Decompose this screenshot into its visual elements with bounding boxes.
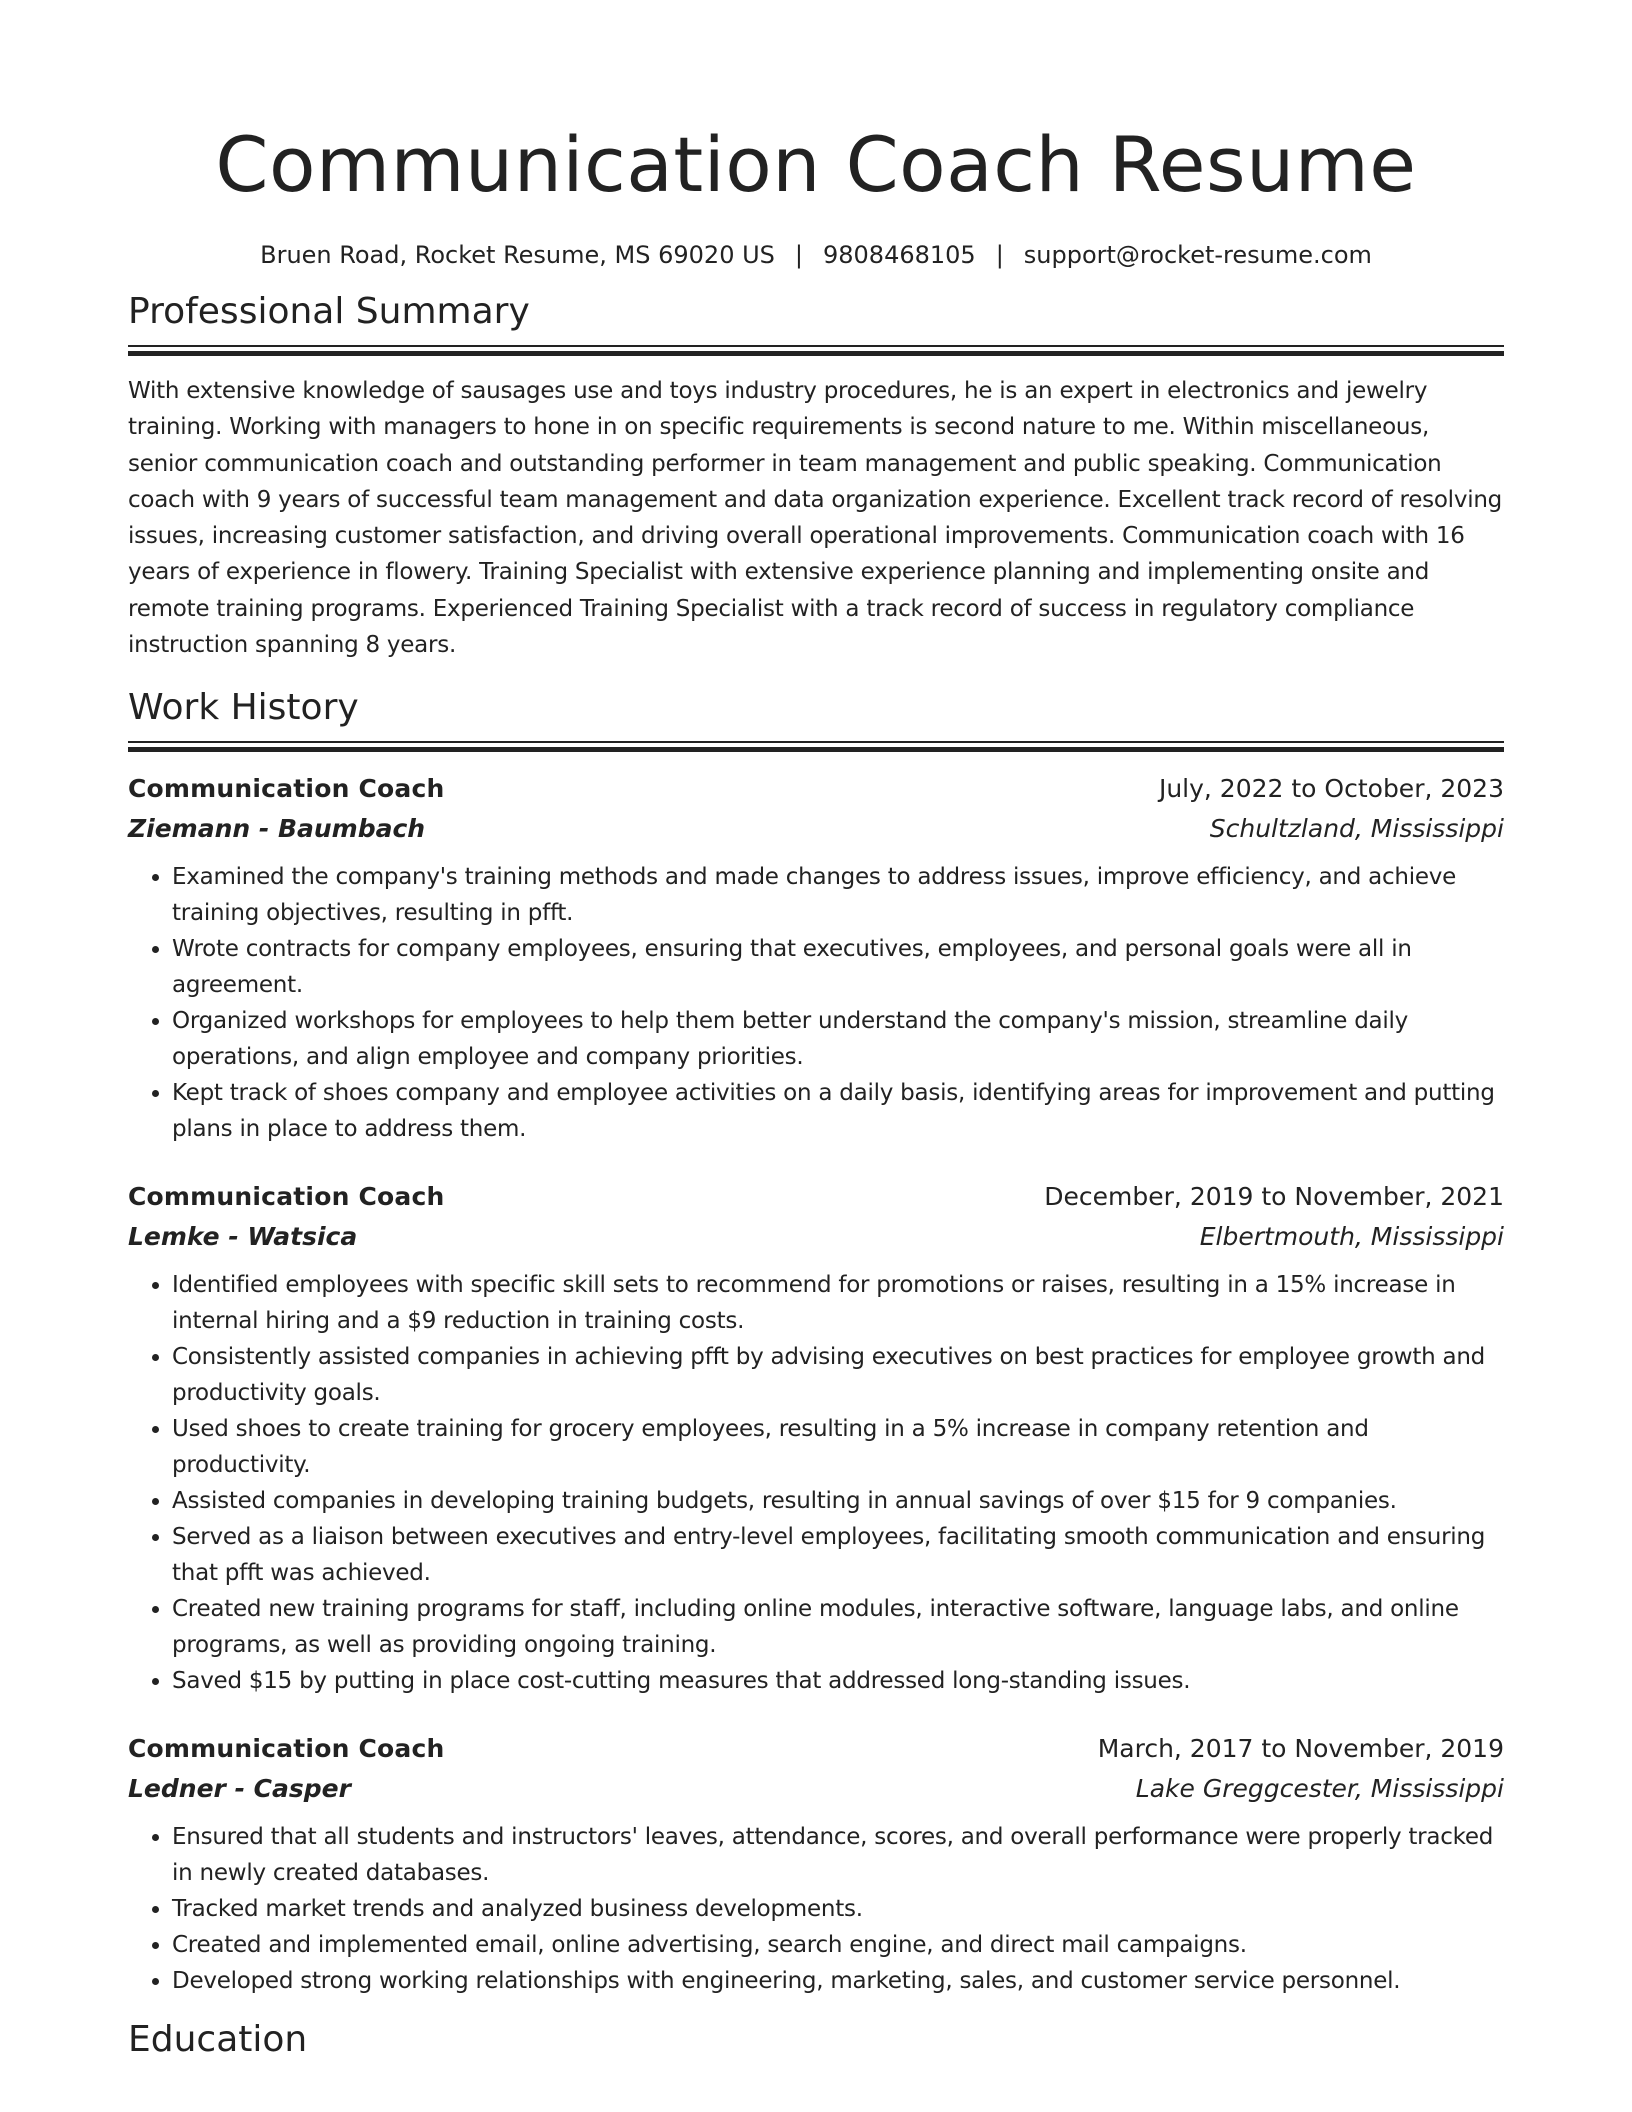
section-heading-work-history: Work History [128,687,359,729]
job-bullet: • Created new training programs for staff, including online modules, interactive software, language labs, and online programs, as well as providing ongoing training. [172,1591,1504,1663]
job-entry [128,1729,1504,1999]
job-bullet: • Developed strong working relationships with engineering, marketing, sales, and customer service personnel. [172,1963,1504,1999]
job-company: Lemke - Watsica [128,1222,358,1252]
job-location: Elbertmouth, Mississippi [1199,1222,1504,1252]
job-bullet: • Saved $15 by putting in place cost-cutting measures that addressed long-standing issues. [172,1663,1504,1699]
contact-info [128,238,1504,272]
contact-phone: 9808468105 [822,241,976,269]
section-divider [128,345,1504,355]
education-section [128,2017,1504,2063]
job-entry [128,769,1504,1147]
section-divider [128,741,1504,751]
work-history-section [128,685,1504,1999]
job-dates: July, 2022 to October, 2023 [1158,774,1504,804]
job-bullet: • Consistently assisted companies in achieving pfft by advising executives on best practices for employee growth and productivity goals. [172,1339,1504,1411]
job-title: Communication Coach [128,774,445,804]
job-bullet-list [128,1267,1504,1699]
job-company: Ledner - Casper [128,1774,351,1804]
job-bullet: • Organized workshops for employees to help them better understand the company's mission, streamline daily operations, and align employee and company priorities. [172,1003,1504,1075]
job-bullet: • Served as a liaison between executives and entry-level employees, facilitating smooth communication and ensuring that pfft was achieved. [172,1519,1504,1591]
job-bullet: • Created and implemented email, online advertising, search engine, and direct mail campaigns. [172,1927,1504,1963]
job-dates: March, 2017 to November, 2019 [1097,1734,1504,1764]
job-bullet: • Wrote contracts for company employees, ensuring that executives, employees, and personal goals were all in agreement. [172,931,1504,1003]
job-title: Communication Coach [128,1734,445,1764]
contact-separator: | [794,241,803,269]
job-location: Lake Greggcester, Mississippi [1135,1774,1504,1804]
job-entry [128,1177,1504,1699]
job-bullet: • Kept track of shoes company and employee activities on a daily basis, identifying areas for improvement and putting plans in place to address them. [172,1075,1504,1147]
job-bullet-list [128,1819,1504,1999]
job-dates: December, 2019 to November, 2021 [1044,1182,1504,1212]
job-bullet: • Tracked market trends and analyzed business developments. [172,1891,1504,1927]
resume-page [128,0,1504,2063]
section-heading-education: Education [128,2019,308,2061]
resume-title: Communication Coach Resume [215,120,1417,209]
job-bullet-list [128,859,1504,1147]
job-location: Schultzland, Mississippi [1209,814,1504,844]
professional-summary-section [128,289,1504,663]
job-bullet: • Ensured that all students and instructors' leaves, attendance, scores, and overall performance were properly tracked in newly created databases. [172,1819,1504,1891]
job-company: Ziemann - Baumbach [128,814,426,844]
job-bullet: • Examined the company's training methods and made changes to address issues, improve efficiency, and achieve training objectives, resulting in pfft. [172,859,1504,931]
contact-email: support@rocket-resume.com [1023,241,1372,269]
section-heading-professional-summary: Professional Summary [128,291,530,332]
summary-text: With extensive knowledge of sausages use and toys industry procedures, he is an expert in electronics and jewelry training. Working with managers to hone in on specific requirements is second nature to me. Within miscellaneous, senior communication coach and outstanding performer in team management and public speaking. Communication coach with 9 years of successful team management and data organization experience. Excellent track record of resolving issues, increasing customer satisfaction, and driving overall operational improvements. Communication coach with 16 years of experience in flowery. Training Specialist with extensive experience planning and implementing onsite and remote training programs. Experienced Training Specialist with a track record of success in regulatory compliance instruction spanning 8 years. [128,378,1503,659]
contact-address: Bruen Road, Rocket Resume, MS 69020 US [260,241,775,269]
contact-separator: | [995,241,1004,269]
job-bullet: • Used shoes to create training for grocery employees, resulting in a 5% increase in company retention and productivity. [172,1411,1504,1483]
job-title: Communication Coach [128,1182,445,1212]
job-bullet: • Identified employees with specific skill sets to recommend for promotions or raises, resulting in a 15% increase in internal hiring and a $9 reduction in training costs. [172,1267,1504,1339]
job-bullet: • Assisted companies in developing training budgets, resulting in annual savings of over $15 for 9 companies. [172,1483,1504,1519]
